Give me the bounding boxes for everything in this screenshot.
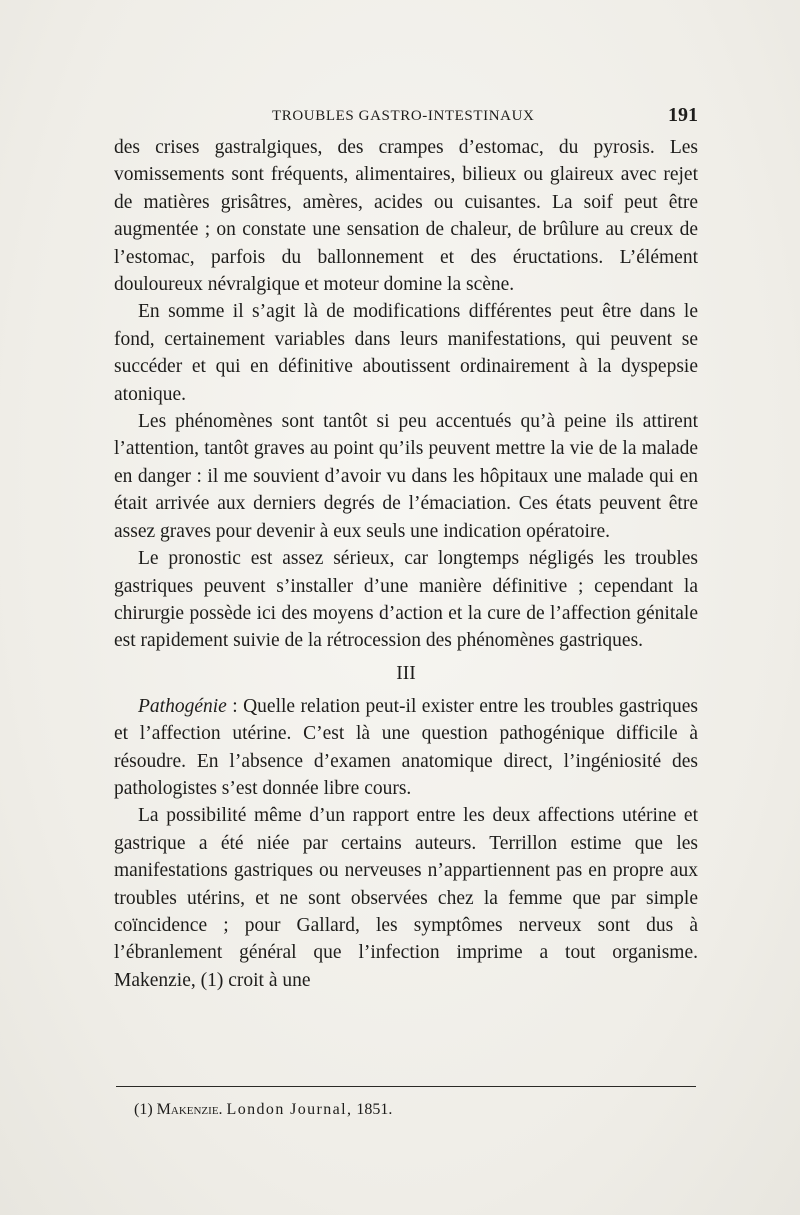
section-number: III [396,662,416,684]
footnote-marker: (1) [134,1101,153,1118]
paragraph-5-lead: Pathogénie [138,695,227,717]
footnote-year: 1851. [356,1101,393,1118]
footnote-source: London Journal, [226,1101,353,1118]
page-number: 191 [668,104,698,126]
footnote-author: Makenzie. [156,1101,223,1118]
paragraph-2: En somme il s’agit là de modifications différentes peut être dans le fond, certainement variables dans leurs manifestations, qui peuvent se succéder et qui en définitive aboutissent ordinairement à la dyspepsie atonique. [114,301,698,405]
running-title: TROUBLES GASTRO-INTESTINAUX [272,108,535,124]
footnote [134,1099,392,1121]
paragraph-1: des crises gastralgiques, des crampes d’estomac, du pyrosis. Les vomissements sont fréquents, alimentaires, bilieux ou glaireux avec rejet de matières grisâtres, amères, acides ou cuisantes. La soif peut être augmentée ; on constate une sensation de chaleur, de brûlure au creux de l’estomac, parfois du ballonnement et des éructations. L’élément douloureux névralgique et moteur domine la scène. [114,137,698,296]
paragraph-3: Les phénomènes sont tantôt si peu accentués qu’à peine ils attirent l’attention, tantôt graves au point qu’ils peuvent mettre la vie de la malade en danger : il me souvient d’avoir vu dans les hôpitaux une malade qui en était arrivée aux derniers degrés de l’émaciation. Ces états peuvent être assez graves pour devenir à eux seuls une indication opératoire. [114,411,698,542]
paragraph-6: La possibilité même d’un rapport entre les deux affections utérine et gastrique a été niée par certains auteurs. Terrillon estime que les manifestations gastriques ou nerveuses n’appartiennent pas en propre aux troubles utérins, et ne sont observées chez la femme que par simple coïncidence ; pour Gallard, les symptômes nerveux sont dus à l’ébranlement général que l’infection imprime a tout organisme. Makenzie, (1) croit à une [114,805,698,991]
body-text [114,134,698,994]
paragraph-5-text: : Quelle relation peut-il exister entre les troubles gastriques et l’affection utérine. C’est là une question pathogénique difficile à résoudre. En l’absence d’examen anatomique direct, l’ingéniosité des pathologistes s’est donnée libre cours. [114,695,698,799]
footnote-divider [116,1086,696,1087]
page-header [112,104,698,134]
paragraph-5 [114,693,698,803]
paragraph-4: Le pronostic est assez sérieux, car longtemps négligés les troubles gastriques peuvent s’installer d’une manière définitive ; cependant la chirurgie possède ici des moyens d’action et la cure de l’affection génitale est rapidement suivie de la rétrocession des phénomènes gastriques. [114,548,698,652]
